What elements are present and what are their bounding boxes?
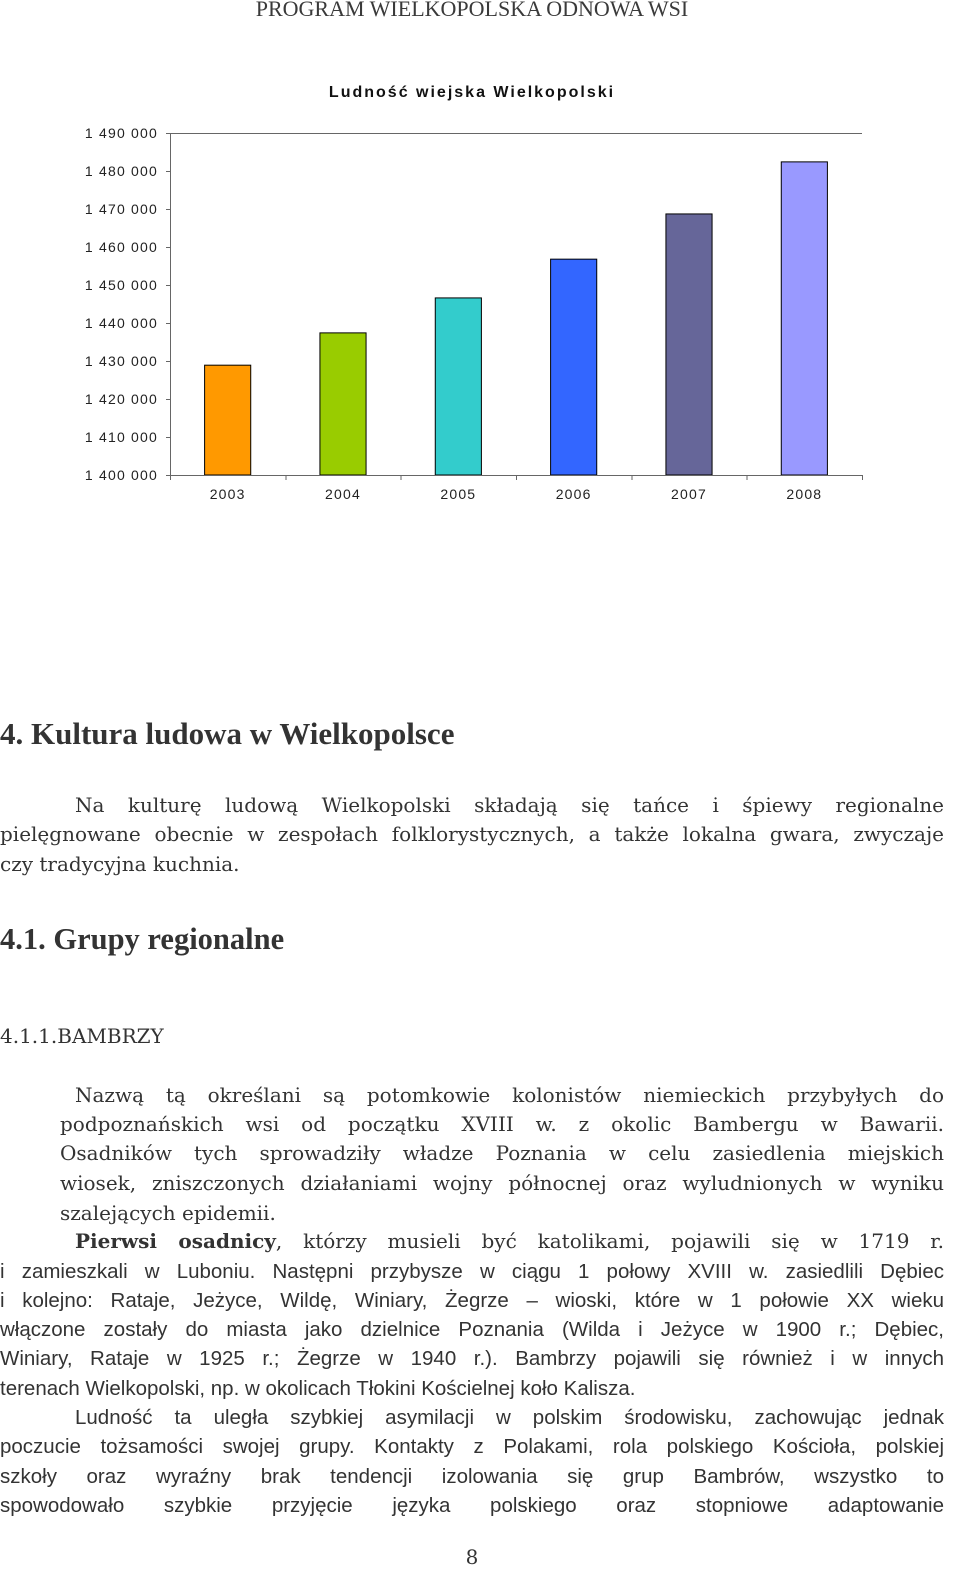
x-tick-label: 2007 — [671, 486, 707, 502]
paragraph-line: spowodowało szybkie przyjęcie języka polskiego oraz stopniowe adaptowanie — [0, 1493, 944, 1517]
paragraph-line: szalejących epidemii. — [60, 1200, 276, 1225]
section-heading-4: 4. Kultura ludowa w Wielkopolsce — [0, 716, 455, 751]
paragraph-line: Osadników tych sprowadziły władze Poznania w celu zasiedlenia miejskich — [60, 1140, 944, 1165]
y-tick-label: 1 450 000 — [84, 277, 158, 293]
paragraph-line: Winiary, Rataje w 1925 r.; Żegrze w 1940 r.). Bambrzy pojawili się również i w innych — [0, 1346, 944, 1370]
chart-title: Ludność wiejska Wielkopolski — [328, 84, 616, 101]
paragraph-line: i kolejno: Rataje, Jeżyce, Wildę, Winiary, Żegrze – wioski, które w 1 połowie XX wieku — [0, 1288, 944, 1312]
x-tick-label: 2008 — [786, 486, 823, 502]
bar-2007 — [666, 214, 712, 475]
bold-lead: Pierwsi osadnicy — [75, 1228, 276, 1253]
paragraph-line: Nazwą tą określani są potomkowie kolonistów niemieckich przybyłych do — [75, 1082, 944, 1107]
paragraph-line — [75, 1227, 944, 1256]
section-heading-4-1: 4.1. Grupy regionalne — [0, 922, 285, 956]
rural-population-bar-chart — [0, 0, 960, 520]
paragraph-line: terenach Wielkopolski, np. w okolicach Tłokini Kościelnej koło Kalisza. — [0, 1376, 636, 1400]
paragraph-line: podpoznańskich wsi od początku XVIII w. z okolic Bambergu w Bawarii. — [60, 1111, 944, 1136]
y-tick-label: 1 480 000 — [84, 163, 158, 179]
paragraph-line: Na kulturę ludową Wielkopolski składają się tańce i śpiewy regionalne — [75, 792, 944, 817]
paragraph-line: szkoły oraz wyraźny brak tendencji izolowania się grup Bambrów, wszystko to — [0, 1464, 944, 1488]
y-tick-label: 1 410 000 — [84, 429, 158, 445]
page-number: 8 — [465, 1545, 479, 1569]
bar-2004 — [320, 333, 366, 475]
bar-2003 — [205, 365, 251, 475]
subsection-title: 4.1.1.BAMBRZY — [0, 1023, 164, 1048]
x-tick-label: 2005 — [440, 486, 477, 502]
bar-2008 — [781, 162, 827, 475]
y-tick-label: 1 490 000 — [84, 125, 158, 141]
lead-rest: , którzy musieli być katolikami, pojawili się w 1719 r. — [275, 1228, 944, 1253]
x-tick-label: 2004 — [325, 486, 361, 502]
running-header: PROGRAM WIELKOPOLSKA ODNOWA WSI — [255, 0, 689, 21]
y-tick-label: 1 460 000 — [84, 239, 158, 255]
paragraph-line: i zamieszkali w Luboniu. Następni przybysze w ciągu 1 połowy XVIII w. zasiedlili Dębiec — [0, 1259, 944, 1283]
paragraph-line: wiosek, zniszczonych działaniami wojny północnej oraz wyludnionych w wyniku — [60, 1170, 944, 1195]
x-tick-label: 2006 — [555, 486, 592, 502]
paragraph-line: czy tradycyjna kuchnia. — [0, 851, 240, 876]
y-tick-label: 1 430 000 — [84, 353, 158, 369]
bar-2005 — [435, 298, 481, 475]
x-tick-label: 2003 — [209, 486, 246, 502]
paragraph-line: włączone zostały do miasta jako dzielnice Poznania (Wilda i Jeżyce w 1900 r.; Dębiec, — [0, 1317, 944, 1341]
paragraph-line: pielęgnowane obecnie w zespołach folklorystycznych, a także lokalna gwara, zwyczaje — [0, 821, 944, 846]
y-tick-label: 1 470 000 — [84, 201, 158, 217]
bar-2006 — [551, 259, 597, 475]
y-tick-label: 1 400 000 — [84, 467, 158, 483]
paragraph-line: Ludność ta uległa szybkiej asymilacji w polskim środowisku, zachowując jednak — [75, 1405, 944, 1429]
y-tick-label: 1 420 000 — [84, 391, 158, 407]
y-tick-label: 1 440 000 — [84, 315, 158, 331]
paragraph-line: poczucie tożsamości swojej grupy. Kontakty z Polakami, rola polskiego Kościoła, polskiej — [0, 1434, 944, 1458]
